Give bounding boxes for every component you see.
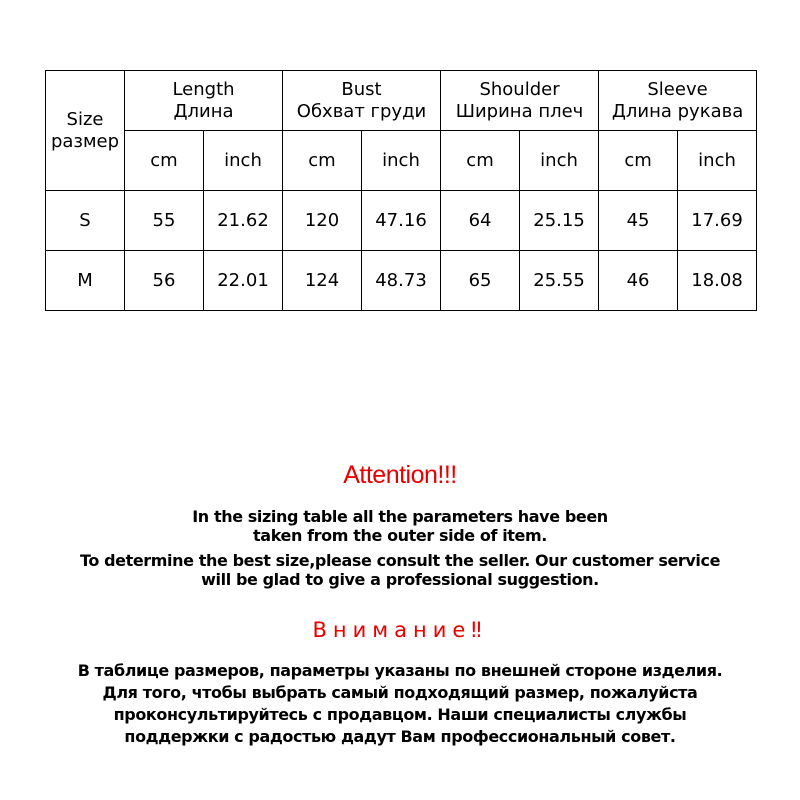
table-cell: 48.73 — [362, 251, 441, 311]
shoulder-label-ru: Ширина плеч — [455, 100, 584, 122]
notice-en-line-3: To determine the best size,please consult the seller. Our customer service — [79, 551, 721, 570]
row-size: M — [46, 251, 125, 311]
length-label-ru: Длина — [173, 100, 234, 122]
unit-cm: cm — [125, 131, 204, 191]
unit-inch: inch — [520, 131, 599, 191]
row-size: S — [46, 191, 125, 251]
notice-ru-line-1: В таблице размеров, параметры указаны по внешней стороне изделия. — [77, 661, 723, 680]
table-header-row — [46, 71, 757, 131]
table-cell: 47.16 — [362, 191, 441, 251]
table-cell: 64 — [441, 191, 520, 251]
notice-ru-line-2: Для того, чтобы выбрать самый подходящий размер, пожалуйста — [102, 683, 698, 702]
table-cell: 46 — [599, 251, 678, 311]
length-label: Length — [172, 78, 235, 100]
table-cell: 25.55 — [520, 251, 599, 311]
unit-cm: cm — [599, 131, 678, 191]
table-cell: 25.15 — [520, 191, 599, 251]
size-header-cell — [46, 71, 125, 191]
table-cell: 22.01 — [204, 251, 283, 311]
notice-en-line-1: In the sizing table all the parameters have been — [192, 507, 608, 526]
table-row — [46, 251, 757, 311]
table-cell: 18.08 — [678, 251, 757, 311]
table-row — [46, 191, 757, 251]
attention-title: Attention!!! — [343, 461, 457, 489]
attention-title-ru: Внимание‼ — [312, 618, 488, 642]
bust-header — [283, 71, 441, 131]
bust-label-ru: Обхват груди — [296, 100, 427, 122]
shoulder-label: Shoulder — [479, 78, 560, 100]
bust-label: Bust — [341, 78, 382, 100]
notice-ru-line-3: проконсультируйтесь с продавцом. Наши специалисты службы — [113, 705, 687, 724]
table-cell: 65 — [441, 251, 520, 311]
notice-en-paragraph-2 — [0, 551, 800, 589]
unit-inch: inch — [204, 131, 283, 191]
table-unit-row — [46, 131, 757, 191]
table-cell: 56 — [125, 251, 204, 311]
notice-en-line-2: taken from the outer side of item. — [253, 526, 547, 545]
table-cell: 124 — [283, 251, 362, 311]
notice-en-paragraph-1 — [0, 507, 800, 545]
notice-ru-paragraph — [0, 660, 800, 748]
table-cell: 120 — [283, 191, 362, 251]
table-cell: 21.62 — [204, 191, 283, 251]
notice-en-line-4: will be glad to give a professional suggestion. — [201, 570, 599, 589]
sleeve-label: Sleeve — [647, 78, 708, 100]
unit-cm: cm — [441, 131, 520, 191]
shoulder-header — [441, 71, 599, 131]
size-label-ru: размер — [50, 130, 120, 152]
size-table — [45, 70, 757, 311]
length-header — [125, 71, 283, 131]
table-cell: 55 — [125, 191, 204, 251]
sleeve-header — [599, 71, 757, 131]
sleeve-label-ru: Длина рукава — [611, 100, 744, 122]
table-cell: 45 — [599, 191, 678, 251]
unit-inch: inch — [678, 131, 757, 191]
size-label: Size — [66, 108, 104, 130]
unit-cm: cm — [283, 131, 362, 191]
unit-inch: inch — [362, 131, 441, 191]
table-cell: 17.69 — [678, 191, 757, 251]
notice-ru-line-4: поддержки с радостью дадут Вам профессиональный совет. — [124, 727, 676, 746]
